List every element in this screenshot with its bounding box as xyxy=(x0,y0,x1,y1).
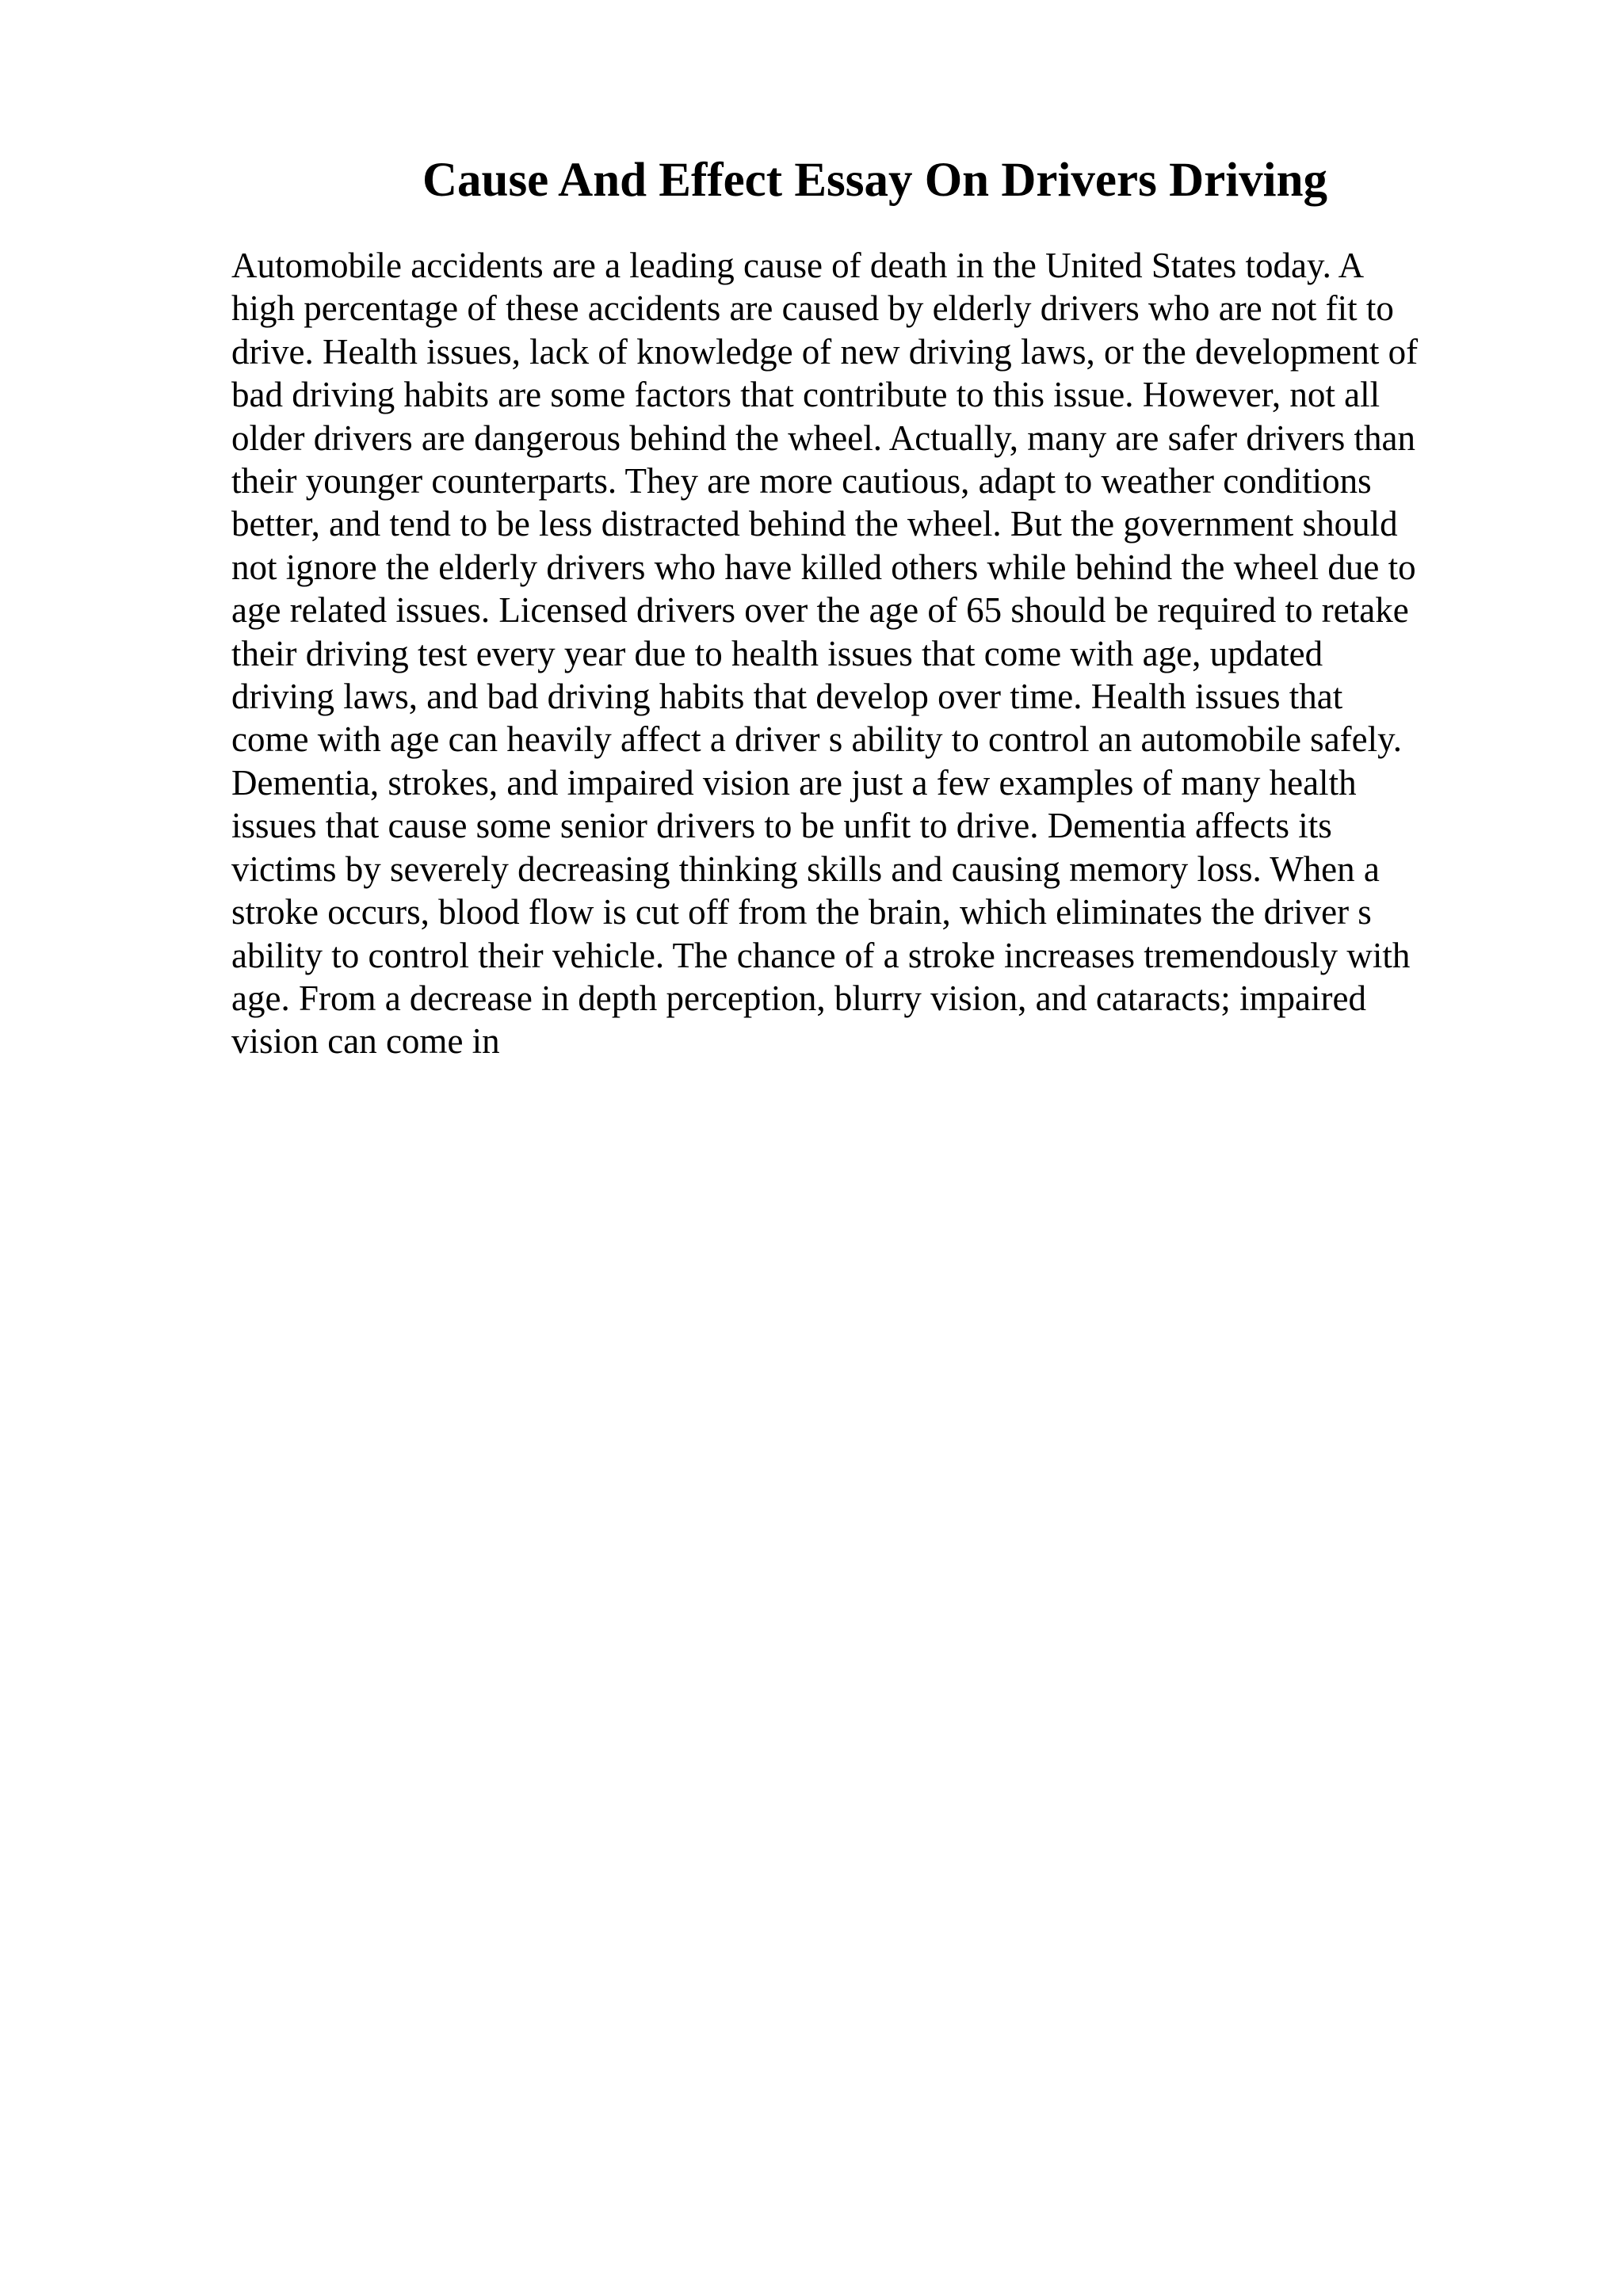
body-line: drive. Health issues, lack of knowledge of new driving laws, or the development of xyxy=(231,331,1419,372)
body-line: come with age can heavily affect a driver s ability to control an automobile safely. xyxy=(231,719,1402,760)
body-line: ability to control their vehicle. The chance of a stroke increases tremendously with xyxy=(231,935,1411,975)
body-line: stroke occurs, blood flow is cut off from the brain, which eliminates the driver s xyxy=(231,892,1372,933)
body-line: better, and tend to be less distracted behind the wheel. But the government should xyxy=(231,504,1398,544)
body-line: victims by severely decreasing thinking skills and causing memory loss. When a xyxy=(231,849,1380,889)
body-line: driving laws, and bad driving habits that develop over time. Health issues that xyxy=(231,677,1343,717)
body-line: not ignore the elderly drivers who have killed others while behind the wheel due to xyxy=(231,547,1416,587)
body-line: Dementia, strokes, and impaired vision are just a few examples of many health xyxy=(231,762,1357,803)
body-line: vision can come in xyxy=(231,1021,500,1062)
body-line: age. From a decrease in depth perception, blurry vision, and cataracts; impaired xyxy=(231,978,1366,1018)
essay-body xyxy=(231,244,1499,1063)
body-line: their driving test every year due to health issues that come with age, updated xyxy=(231,633,1323,673)
body-line: issues that cause some senior drivers to be unfit to drive. Dementia affects its xyxy=(231,806,1332,846)
body-line: their younger counterparts. They are more cautious, adapt to weather conditions xyxy=(231,461,1372,502)
body-line: Automobile accidents are a leading cause of death in the United States today. A xyxy=(231,246,1365,285)
essay-title: Cause And Effect Essay On Drivers Driving xyxy=(422,154,1328,207)
body-line: high percentage of these accidents are caused by elderly drivers who are not fit to xyxy=(231,288,1394,329)
body-line: bad driving habits are some factors that contribute to this issue. However, not all xyxy=(231,375,1381,415)
body-line: older drivers are dangerous behind the wheel. Actually, many are safer drivers than xyxy=(231,418,1416,458)
body-line: age related issues. Licensed drivers over the age of 65 should be required to retake xyxy=(231,590,1409,631)
